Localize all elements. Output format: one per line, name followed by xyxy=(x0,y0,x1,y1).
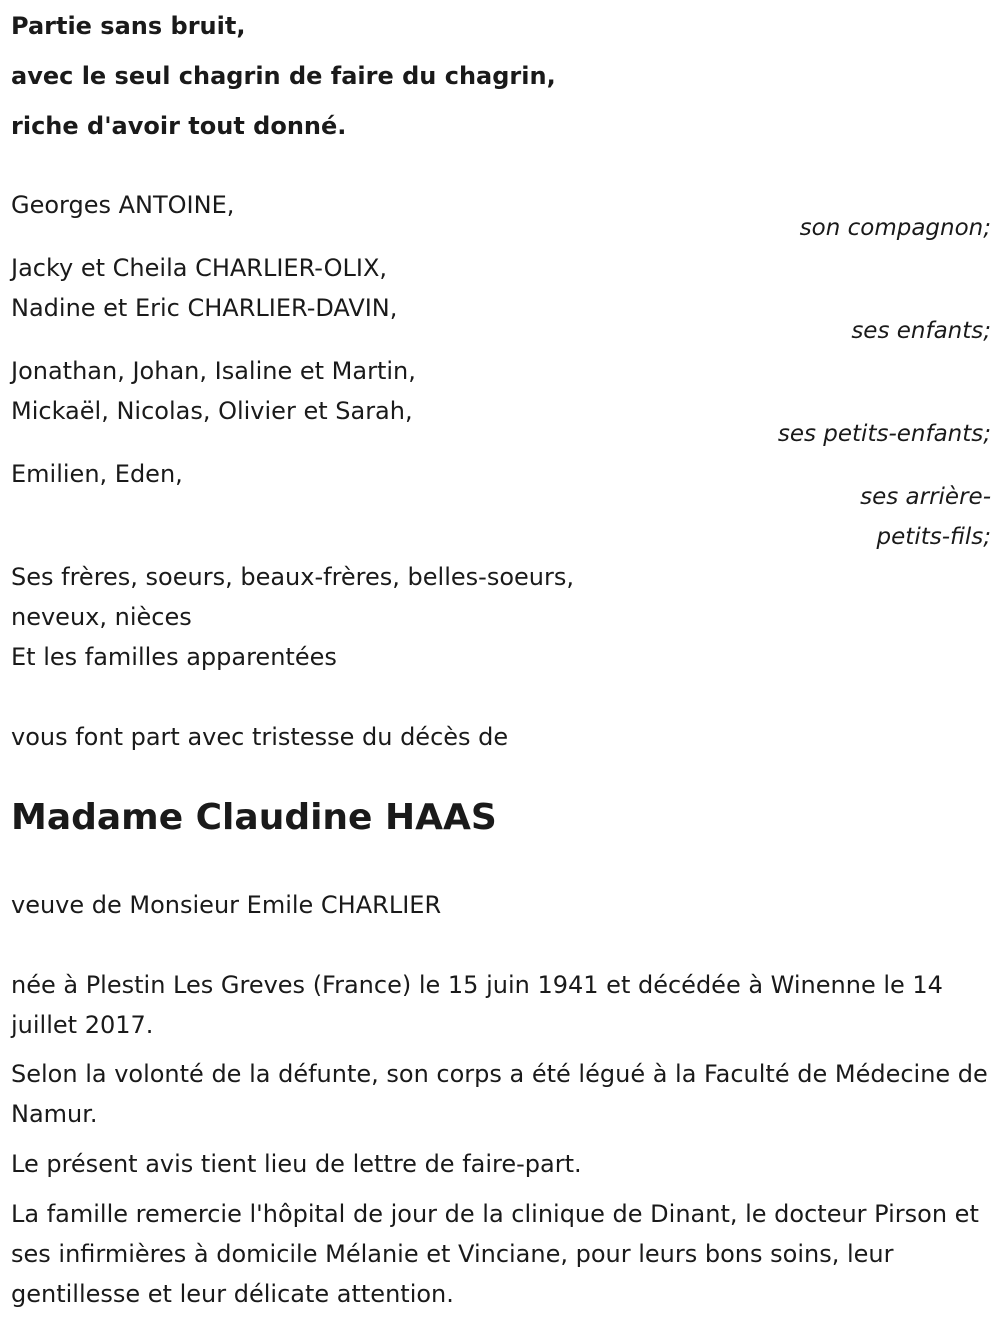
grandchildren-name-1: Jonathan, Johan, Isaline et Martin, xyxy=(11,357,416,385)
other-family-line-1: Ses frères, soeurs, beaux-frères, belles-soeurs, xyxy=(11,563,574,591)
other-family-line-2: neveux, nièces xyxy=(11,603,192,631)
notice-paragraph: Le présent avis tient lieu de lettre de faire-part. xyxy=(11,1150,582,1178)
great-grandchildren-role-line-1: ses arrière- xyxy=(860,484,991,510)
companion-name: Georges ANTOINE, xyxy=(11,191,235,219)
children-role: ses enfants; xyxy=(851,318,991,344)
children-name-1: Jacky et Cheila CHARLIER-OLIX, xyxy=(11,254,388,282)
grandchildren-name-2: Mickaël, Nicolas, Olivier et Sarah, xyxy=(11,397,413,425)
other-family-line-3: Et les familles apparentées xyxy=(11,643,337,671)
great-grandchildren-role-line-2: petits-fils; xyxy=(876,524,991,550)
body-donation-paragraph: Selon la volonté de la défunte, son corps a été légué à la Faculté de Médecine de Namur. xyxy=(11,1060,988,1128)
children-name-2: Nadine et Eric CHARLIER-DAVIN, xyxy=(11,294,398,322)
death-notice xyxy=(11,0,991,1328)
epitaph-line-2: avec le seul chagrin de faire du chagrin, xyxy=(11,62,556,90)
announcement: vous font part avec tristesse du décès de xyxy=(11,723,509,751)
great-grandchildren-names: Emilien, Eden, xyxy=(11,460,183,488)
epitaph-line-1: Partie sans bruit, xyxy=(11,12,246,40)
companion-role: son compagnon; xyxy=(799,215,991,241)
thanks-paragraph: La famille remercie l'hôpital de jour de la clinique de Dinant, le docteur Pirson et ses infirmières à domicile Mélanie et Vinciane, pour leurs bons soins, leur gentillesse et leur délicate attention. xyxy=(11,1200,979,1308)
widow-of: veuve de Monsieur Emile CHARLIER xyxy=(11,891,442,919)
deceased-name: Madame Claudine HAAS xyxy=(11,797,497,838)
epitaph-line-3: riche d'avoir tout donné. xyxy=(11,112,347,140)
grandchildren-role: ses petits-enfants; xyxy=(777,421,991,447)
birth-death-paragraph: née à Plestin Les Greves (France) le 15 juin 1941 et décédée à Winenne le 14 juillet 2017. xyxy=(11,971,943,1039)
